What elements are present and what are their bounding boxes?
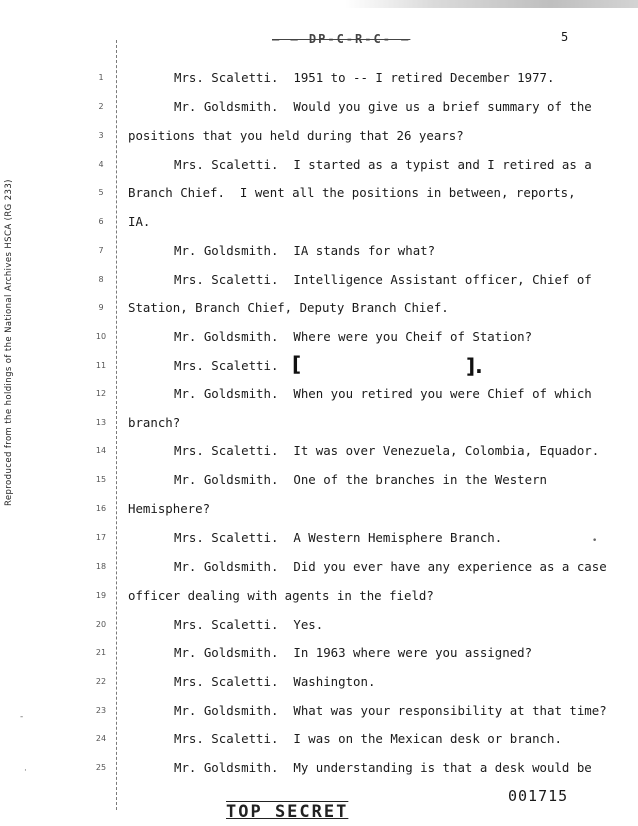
transcript-line: Mr. Goldsmith. Where were you Cheif of Station? xyxy=(174,329,533,344)
line-number: 16 xyxy=(95,504,107,513)
line-number: 15 xyxy=(95,475,107,484)
transcript-line: Mrs. Scaletti. A Western Hemisphere Branch. xyxy=(174,530,503,545)
transcript-line: Mrs. Scaletti. I started as a typist and I retired as a xyxy=(174,157,592,172)
redaction-bracket-close: ]. xyxy=(466,354,483,378)
line-number: 18 xyxy=(95,562,107,571)
header-stamp: — — DP-C-R-C- — xyxy=(272,32,411,46)
line-number: 17 xyxy=(95,533,107,542)
transcript-line: Branch Chief. I went all the positions in between, reports, xyxy=(128,185,576,200)
transcript-line: Mr. Goldsmith. In 1963 where were you assigned? xyxy=(174,645,533,660)
transcript-line: Mrs. Scaletti. xyxy=(174,358,279,373)
transcript-line: Mr. Goldsmith. When you retired you were Chief of which xyxy=(174,386,592,401)
line-number: 22 xyxy=(95,677,107,686)
transcript-line: Mr. Goldsmith. Would you give us a brief summary of the xyxy=(174,99,592,114)
line-number: 8 xyxy=(98,275,104,284)
document-id: 001715 xyxy=(508,787,569,805)
transcript-line: Mrs. Scaletti. I was on the Mexican desk or branch. xyxy=(174,731,562,746)
line-number: 1 xyxy=(98,73,104,82)
transcript-line: Mrs. Scaletti. It was over Venezuela, Colombia, Equador. xyxy=(174,443,600,458)
line-number: 3 xyxy=(98,131,104,140)
line-number: 25 xyxy=(95,763,107,772)
scan-speck: • xyxy=(592,536,598,546)
line-number: 2 xyxy=(98,102,104,111)
scan-speck: · xyxy=(24,766,27,776)
transcript-line: Mr. Goldsmith. Did you ever have any experience as a case xyxy=(174,559,607,574)
transcript-line: Mrs. Scaletti. Washington. xyxy=(174,674,376,689)
transcript-line: Hemisphere? xyxy=(128,501,211,516)
line-number: 13 xyxy=(95,418,107,427)
line-number: 21 xyxy=(95,648,107,657)
line-number: 12 xyxy=(95,389,107,398)
page-number: 5 xyxy=(561,30,569,44)
line-number: 4 xyxy=(98,160,104,169)
line-number: 20 xyxy=(95,620,107,629)
line-number: 9 xyxy=(98,303,104,312)
transcript-line: positions that you held during that 26 years? xyxy=(128,128,464,143)
scan-speck: - xyxy=(20,712,24,722)
transcript-line: Mrs. Scaletti. Intelligence Assistant officer, Chief of xyxy=(174,272,592,287)
line-number: 5 xyxy=(98,188,104,197)
margin-rule xyxy=(116,40,117,810)
line-number: 23 xyxy=(95,706,107,715)
classification-stamp: TOP SECRET xyxy=(226,802,349,822)
transcript-line: officer dealing with agents in the field? xyxy=(128,588,434,603)
line-number: 6 xyxy=(98,217,104,226)
scan-edge-shadow xyxy=(345,0,638,8)
transcript-line: IA. xyxy=(128,214,151,229)
transcript-line: Mrs. Scaletti. 1951 to -- I retired December 1977. xyxy=(174,70,555,85)
line-number: 7 xyxy=(98,246,104,255)
line-number: 24 xyxy=(95,734,107,743)
archive-side-note: Reproduced from the holdings of the National Archives HSCA (RG 233) xyxy=(4,179,14,506)
transcript-line: Mrs. Scaletti. Yes. xyxy=(174,617,324,632)
transcript-line: Mr. Goldsmith. My understanding is that a desk would be xyxy=(174,760,592,775)
line-number: 11 xyxy=(95,361,107,370)
line-number: 19 xyxy=(95,591,107,600)
line-number: 10 xyxy=(95,332,107,341)
transcript-line: Mr. Goldsmith. What was your responsibility at that time? xyxy=(174,703,607,718)
redaction-bracket-open: [ xyxy=(292,352,302,376)
line-number: 14 xyxy=(95,446,107,455)
transcript-line: Mr. Goldsmith. IA stands for what? xyxy=(174,243,436,258)
transcript-line: Station, Branch Chief, Deputy Branch Chief. xyxy=(128,300,449,315)
transcript-line: branch? xyxy=(128,415,181,430)
transcript-line: Mr. Goldsmith. One of the branches in the Western xyxy=(174,472,547,487)
